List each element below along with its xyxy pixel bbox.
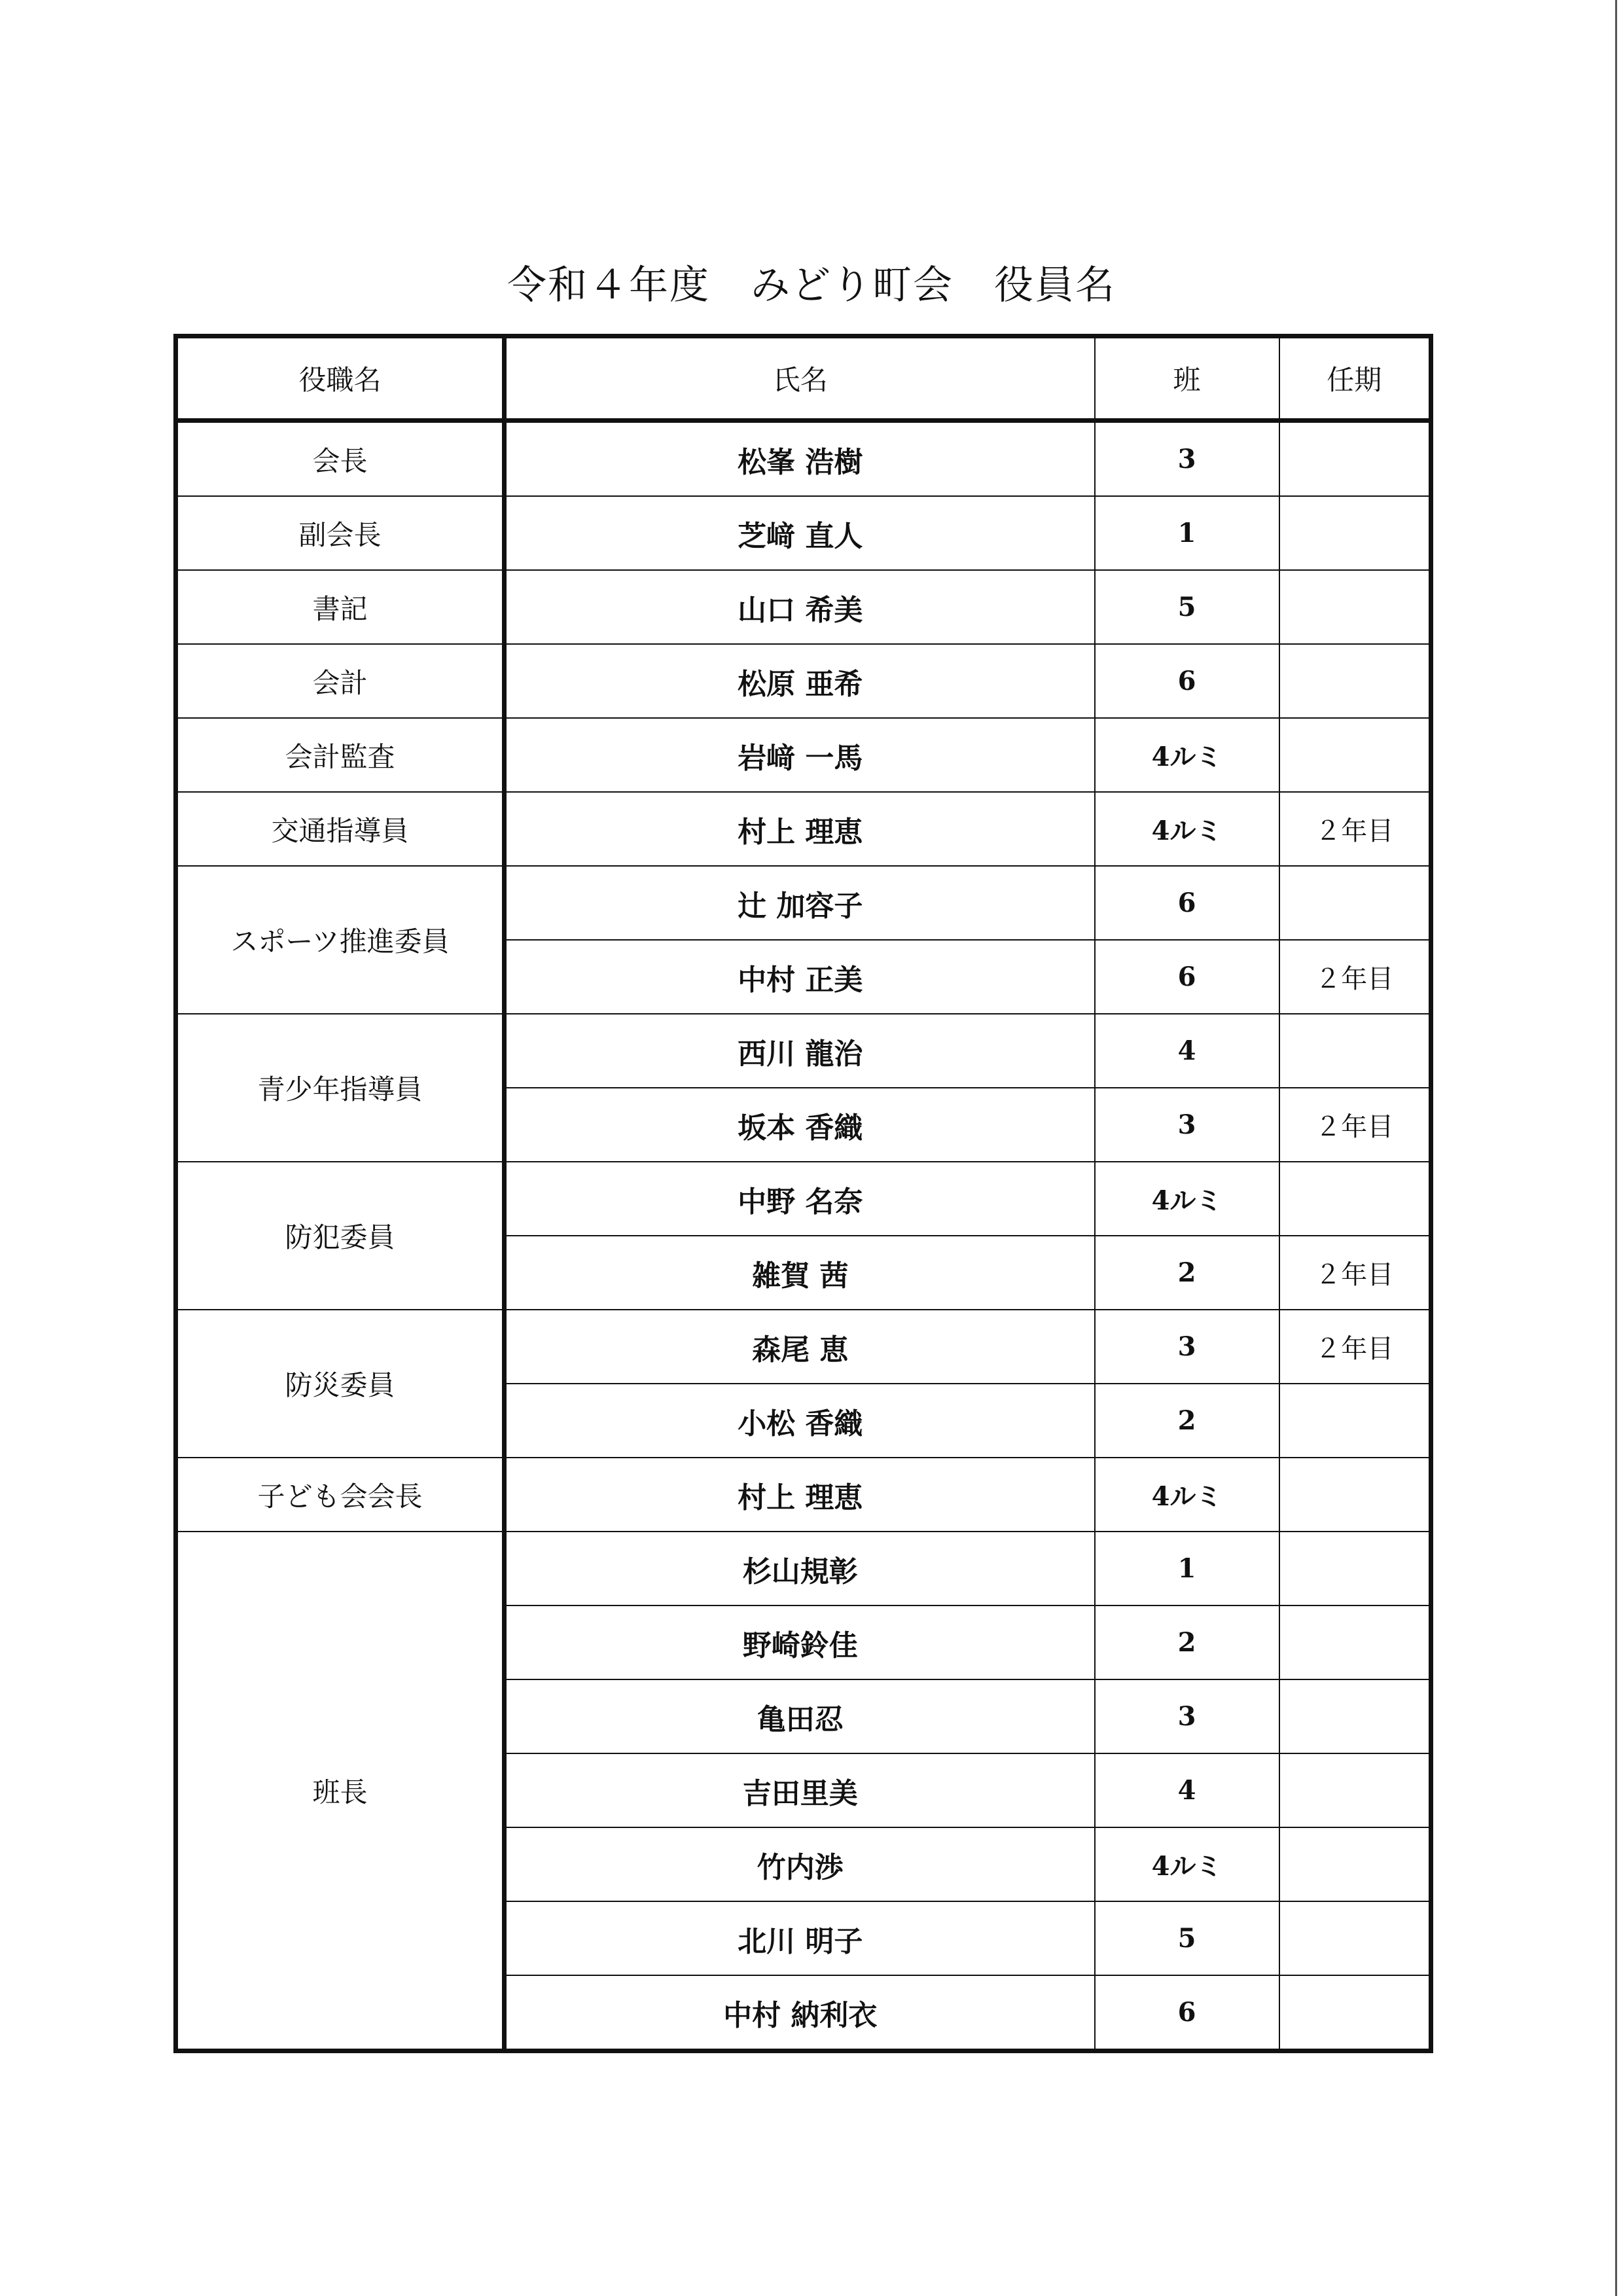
name-cell: 雑賀 茜 <box>505 1236 1095 1310</box>
name-cell: 坂本 香織 <box>505 1088 1095 1162</box>
term-cell: ２年目 <box>1279 1088 1431 1162</box>
name-cell: 中村 納利衣 <box>505 1975 1095 2051</box>
group-cell: 4ルミ <box>1095 1827 1279 1901</box>
term-cell <box>1279 1679 1431 1753</box>
page-title: 令和４年度 みどり町会 役員名 <box>507 262 1116 308</box>
table-row <box>176 1014 1431 1088</box>
term-cell: ２年目 <box>1279 940 1431 1014</box>
group-cell: 6 <box>1095 866 1279 940</box>
term-cell <box>1279 1975 1431 2051</box>
group-cell: 2 <box>1095 1605 1279 1679</box>
role-cell: スポーツ推進委員 <box>176 866 505 1014</box>
term-cell: ２年目 <box>1279 1236 1431 1310</box>
table-row <box>176 718 1431 792</box>
term-cell: ２年目 <box>1279 792 1431 866</box>
group-cell: 3 <box>1095 421 1279 497</box>
term-cell <box>1279 1532 1431 1605</box>
role-cell: 書記 <box>176 570 505 644</box>
term-cell <box>1279 1458 1431 1532</box>
group-cell: 1 <box>1095 1532 1279 1605</box>
name-cell: 北川 明子 <box>505 1901 1095 1975</box>
header-role: 役職名 <box>176 336 505 421</box>
name-cell: 野崎鈴佳 <box>505 1605 1095 1679</box>
term-cell <box>1279 1162 1431 1236</box>
table-row <box>176 421 1431 497</box>
role-cell: 会計監査 <box>176 718 505 792</box>
header-row <box>176 336 1431 421</box>
name-cell: 岩﨑 一馬 <box>505 718 1095 792</box>
group-cell: 4ルミ <box>1095 1162 1279 1236</box>
role-cell: 副会長 <box>176 496 505 570</box>
term-cell <box>1279 644 1431 718</box>
group-cell: 1 <box>1095 496 1279 570</box>
term-cell <box>1279 496 1431 570</box>
term-cell <box>1279 1605 1431 1679</box>
table-row <box>176 1310 1431 1384</box>
header-term: 任期 <box>1279 336 1431 421</box>
role-cell: 班長 <box>176 1532 505 2051</box>
name-cell: 山口 希美 <box>505 570 1095 644</box>
name-cell: 小松 香織 <box>505 1384 1095 1458</box>
group-cell: 2 <box>1095 1384 1279 1458</box>
role-cell: 防犯委員 <box>176 1162 505 1310</box>
group-cell: 6 <box>1095 940 1279 1014</box>
role-cell: 会長 <box>176 421 505 497</box>
group-cell: 6 <box>1095 644 1279 718</box>
name-cell: 杉山規彰 <box>505 1532 1095 1605</box>
role-cell: 防災委員 <box>176 1310 505 1458</box>
group-cell: 3 <box>1095 1679 1279 1753</box>
table-row <box>176 792 1431 866</box>
name-cell: 竹内渉 <box>505 1827 1095 1901</box>
name-cell: 西川 龍治 <box>505 1014 1095 1088</box>
group-cell: 6 <box>1095 1975 1279 2051</box>
term-cell <box>1279 1901 1431 1975</box>
table-row <box>176 496 1431 570</box>
table-row <box>176 570 1431 644</box>
group-cell: 5 <box>1095 570 1279 644</box>
role-cell: 会計 <box>176 644 505 718</box>
group-cell: 4ルミ <box>1095 792 1279 866</box>
group-cell: 3 <box>1095 1088 1279 1162</box>
term-cell: ２年目 <box>1279 1310 1431 1384</box>
table-row <box>176 1162 1431 1236</box>
scan-edge-line <box>1615 0 1617 2296</box>
group-cell: 2 <box>1095 1236 1279 1310</box>
name-cell: 中野 名奈 <box>505 1162 1095 1236</box>
name-cell: 芝﨑 直人 <box>505 496 1095 570</box>
name-cell: 村上 理恵 <box>505 792 1095 866</box>
role-cell: 交通指導員 <box>176 792 505 866</box>
term-cell <box>1279 1753 1431 1827</box>
term-cell <box>1279 718 1431 792</box>
name-cell: 亀田忍 <box>505 1679 1095 1753</box>
term-cell <box>1279 421 1431 497</box>
name-cell: 吉田里美 <box>505 1753 1095 1827</box>
name-cell: 辻 加容子 <box>505 866 1095 940</box>
name-cell: 森尾 恵 <box>505 1310 1095 1384</box>
role-cell: 青少年指導員 <box>176 1014 505 1162</box>
name-cell: 松峯 浩樹 <box>505 421 1095 497</box>
group-cell: 4ルミ <box>1095 718 1279 792</box>
term-cell <box>1279 866 1431 940</box>
group-cell: 4 <box>1095 1014 1279 1088</box>
term-cell <box>1279 1827 1431 1901</box>
term-cell <box>1279 1384 1431 1458</box>
group-cell: 4 <box>1095 1753 1279 1827</box>
term-cell <box>1279 570 1431 644</box>
name-cell: 中村 正美 <box>505 940 1095 1014</box>
role-cell: 子ども会会長 <box>176 1458 505 1532</box>
table-row <box>176 644 1431 718</box>
name-cell: 村上 理恵 <box>505 1458 1095 1532</box>
group-cell: 5 <box>1095 1901 1279 1975</box>
table-row <box>176 866 1431 940</box>
table-row <box>176 1458 1431 1532</box>
name-cell: 松原 亜希 <box>505 644 1095 718</box>
header-group: 班 <box>1095 336 1279 421</box>
term-cell <box>1279 1014 1431 1088</box>
officer-table <box>173 334 1433 2053</box>
group-cell: 3 <box>1095 1310 1279 1384</box>
header-name: 氏名 <box>505 336 1095 421</box>
group-cell: 4ルミ <box>1095 1458 1279 1532</box>
table-row <box>176 1532 1431 1605</box>
